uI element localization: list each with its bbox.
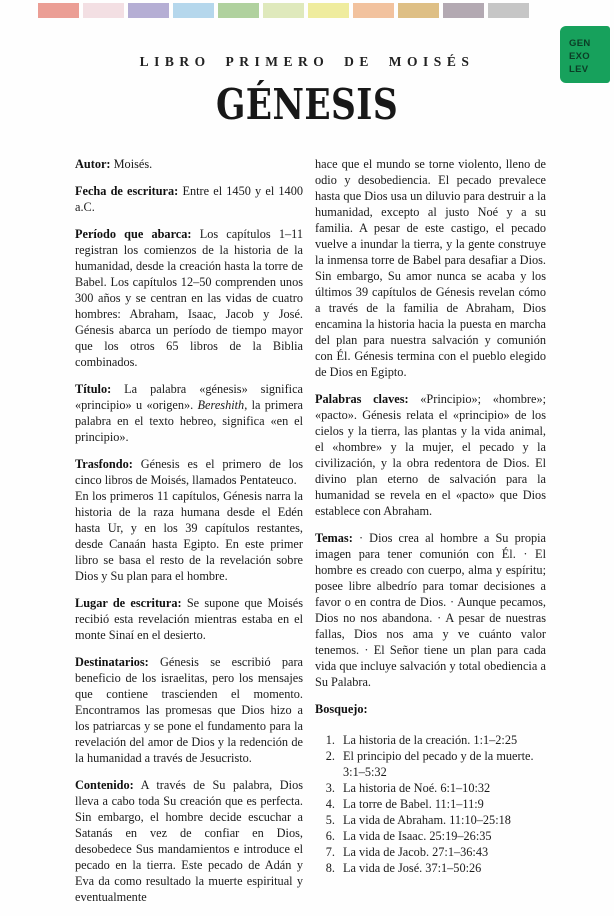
section-titulo — [75, 381, 303, 445]
section-text-contenido: A través de Su palabra, Dios lleva a cabo toda Su creación que es perfecta. Sin embargo, el hombre decide escuchar a Satanás en vez de confiar en Dios, desobedece Sus mandamientos e introduce el pecado en la tierra. Este pecado de Adán y Eva da como resultado la muerte espiritual y eventualmente — [75, 778, 303, 904]
hebrew-word-bereshith: Bereshith — [197, 398, 245, 412]
section-destinatarios — [75, 654, 303, 766]
tab-book-abbrev: LEV — [569, 64, 589, 75]
outline-item-number: 5. — [325, 813, 335, 827]
outline-item — [315, 780, 546, 796]
book-title-text: GÉNESIS — [215, 80, 399, 129]
outline-item-number: 6. — [325, 829, 335, 843]
left-column — [75, 156, 303, 916]
outline-item — [315, 860, 546, 876]
outline-item — [315, 732, 546, 748]
section-bosquejo — [315, 701, 546, 717]
section-fecha — [75, 183, 303, 215]
outline-item — [315, 844, 546, 860]
outline-item-text: La vida de Abraham. 11:10–25:18 — [343, 813, 511, 827]
outline-item-number: 1. — [325, 733, 335, 747]
right-column — [315, 156, 546, 916]
color-swatch — [38, 3, 79, 18]
outline-item-number: 2. — [325, 749, 335, 763]
outline-item-text: La historia de la creación. 1:1–2:25 — [343, 733, 518, 747]
outline-item-number: 4. — [325, 797, 335, 811]
section-palabras-claves — [315, 391, 546, 519]
color-swatch — [173, 3, 214, 18]
section-label-contenido: Contenido: — [75, 778, 134, 792]
outline-item-number: 8. — [325, 861, 335, 875]
outline-item-text: La vida de Jacob. 27:1–36:43 — [343, 845, 489, 859]
section-label-fecha: Fecha de escritura: — [75, 184, 179, 198]
section-temas — [315, 530, 546, 690]
color-swatch — [83, 3, 124, 18]
section-text-lugar: Se supone que Moisés recibió esta revelación mientras estaba en el monte Sinaí en el desierto. — [75, 596, 304, 642]
outline-item — [315, 796, 546, 812]
section-label-destinatarios: Destinatarios: — [75, 655, 149, 669]
section-text-destinatarios: Génesis se escribió para beneficio de los israelitas, pero los mensajes que contiene trascienden el momento. Encontramos las promesas que Dios hizo a los patriarcas y se pone el fundamento para la revelación del amor de Dios y la redención de la humanidad a través de Jesucristo. — [75, 655, 304, 765]
color-swatch — [398, 3, 439, 18]
color-swatch — [443, 3, 484, 18]
section-label-titulo: Título: — [75, 382, 112, 396]
outline-item-text: La torre de Babel. 11:1–11:9 — [343, 797, 484, 811]
tab-book-abbrev: GEN — [569, 38, 591, 49]
section-text-palabras: «Principio»; «hombre»; «pacto». Génesis relata el «principio» de los cielos y la tierra, las plantas y la vida animal, el «hombre» y la mujer, el pecado y la civilización, y la obra redentora de Dios. El divino plan eterno de salvación para la humanidad se revela en el «pacto» que Dios establece con Abraham. — [315, 392, 547, 518]
outline-item-number: 3. — [325, 781, 335, 795]
outline-item — [315, 748, 546, 780]
outline-item — [315, 812, 546, 828]
outline-item-text: La vida de Isaac. 25:19–26:35 — [343, 829, 492, 843]
section-text-fecha: Entre el 1450 y el 1400 a.C. — [75, 184, 303, 214]
section-label-autor: Autor: — [75, 157, 111, 171]
outline-item-number: 7. — [325, 845, 335, 859]
section-text-periodo: Los capítulos 1–11 registran los comienzos de la historia de la humanidad, desde la creación hasta la torre de Babel. Los capítulos 12–50 comprenden unos 300 años y se centran en las vidas de cuatro hombres: Abraham, Isaac, Jacob y José. Génesis abarca un período de tiempo mayor que los otros 65 libros de la Biblia combinados. — [75, 227, 303, 369]
section-contenido-continuation: hace que el mundo se torne violento, lleno de odio y desobediencia. El pecado prevalece hasta que Dios usa un diluvio para destruir a la humanidad, excepto al justo Noé y a su familia. A pesar de este castigo, el pecado vuelve a inundar la tierra, y la gente construye la inmensa torre de Babel para desafiar a Dios. Sin embargo, Su amor nunca se acaba y los últimos 39 capítulos de Génesis revelan cómo a través de la familia de Abraham, Dios encamina la historia hacia la puesta en marcha del plan para nuestra salvación y comunión con Él. Génesis termina con el pueblo elegido de Dios en Egipto. — [315, 157, 546, 379]
intro-columns — [75, 156, 546, 916]
book-kicker: LIBRO PRIMERO DE MOISÉS — [139, 54, 475, 69]
section-contenido — [75, 777, 303, 905]
color-swatch — [128, 3, 169, 18]
tab-book-abbrev: EXO — [569, 51, 590, 62]
outline-item-text: El principio del pecado y de la muerte. 3:1–5:32 — [343, 749, 534, 779]
color-swatch — [353, 3, 394, 18]
section-label-lugar: Lugar de escritura: — [75, 596, 182, 610]
section-autor — [75, 156, 303, 172]
section-text-temas: · Dios crea al hombre a Su propia imagen para tener comunión con Él. · El hombre es creado con cuerpo, alma y espíritu; posee libre albedrío para tomar decisiones a favor o en contra de Dios. · Aunque pecamos, Dios no nos abandona. · A pesar de nuestras fallas, Dios nos ama y ve cuánto valor tenemos. · El Señor tiene un plan para cada vida que incluye salvación y total obediencia a Su Palabra. — [315, 531, 546, 689]
color-swatch — [308, 3, 349, 18]
section-text-titulo-pre: La palabra «génesis» significa «principio» u «origen». — [75, 382, 303, 412]
section-text-trasfondo-1: Génesis es el primero de los cinco libros de Moisés, llamados Pentateuco. — [75, 457, 303, 487]
section-label-palabras: Palabras claves: — [315, 392, 409, 406]
outline-item-text: La historia de Noé. 6:1–10:32 — [343, 781, 491, 795]
outline-list — [315, 732, 546, 876]
section-trasfondo — [75, 456, 303, 584]
section-lugar — [75, 595, 303, 643]
section-label-trasfondo: Trasfondo: — [75, 457, 133, 471]
section-text-trasfondo-2: En los primeros 11 capítulos, Génesis narra la historia de la raza humana desde el Edén hasta Ur, y en los 39 capítulos restantes, desde Canaán hasta Egipto. En este primer libro se basa el resto de la revelación sobre Dios y Su plan para el hombre. — [75, 489, 303, 583]
book-title — [0, 82, 614, 128]
color-swatch — [218, 3, 259, 18]
outline-item-text: La vida de José. 37:1–50:26 — [343, 861, 482, 875]
section-label-periodo: Período que abarca: — [75, 227, 192, 241]
section-periodo — [75, 226, 303, 370]
section-label-bosquejo: Bosquejo: — [315, 702, 368, 716]
color-strip — [38, 3, 529, 18]
outline-item — [315, 828, 546, 844]
section-text-titulo-post: , la primera palabra en el texto hebreo, significa «en el principio». — [75, 398, 303, 444]
section-label-temas: Temas: — [315, 531, 353, 545]
section-text-autor: Moisés. — [113, 157, 153, 171]
color-swatch — [263, 3, 304, 18]
color-swatch — [488, 3, 529, 18]
